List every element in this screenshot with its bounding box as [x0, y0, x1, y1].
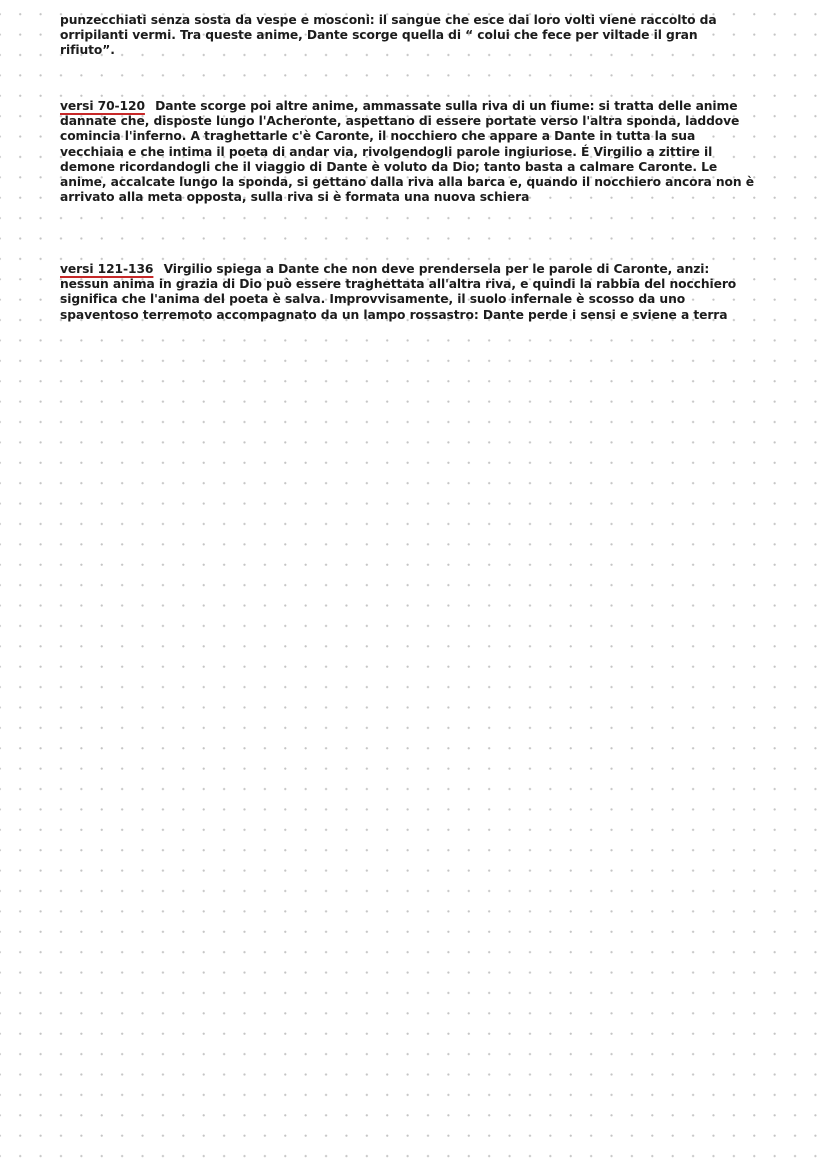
verse-reference-underlined: versi 121-136 [60, 262, 154, 276]
verse-reference-underlined: versi 70-120 [60, 99, 145, 113]
paragraph-text: punzecchiati senza sosta da vespe e mosconi: il sangue che esce dai loro volti viene raccolto da orripilanti vermi. Tra queste anime, Dante scorge quella di “ colui che fece per viltade il gran rifiuto”. [60, 13, 717, 58]
paragraph-text: Dante scorge poi altre anime, ammassate sulla riva di un fiume: si tratta delle anime dannate che, disposte lungo l'Acheronte, aspettano di essere portate verso l'altra sponda, laddove comincia l'inferno. A traghettarle c'è Caronte, il nocchiero che appare a Dante in tutta la sua vecchiaia e che intima il poeta di andar via, rivolgendogli parole ingiuriose. É Virgilio a zittire il demone ricordandogli che il viaggio di Dante è voluto da Dio; tanto basta a calmare Caronte. Le anime, accalcate lungo la sponda, si gettano dalla riva alla barca e, quando il nocchiero ancora non è arrivato alla meta opposta, sulla riva si è formata una nuova schiera [60, 99, 754, 205]
paragraph-continuation [60, 13, 750, 59]
paragraph-text: Virgilio spiega a Dante che non deve prendersela per le parole di Caronte, anzi: nessun anima in grazia di Dio può essere traghettata all'altra riva, e quindi la rabbia del nocchiero significa che l'anima del poeta è salva. Improvvisamente, il suolo infernale è scosso da uno spaventoso terremoto accompagnato da un lampo rossastro: Dante perde i sensi e sviene a terra [60, 262, 737, 322]
paragraph-versi-70-120 [60, 99, 760, 205]
paragraph-versi-121-136 [60, 262, 760, 323]
